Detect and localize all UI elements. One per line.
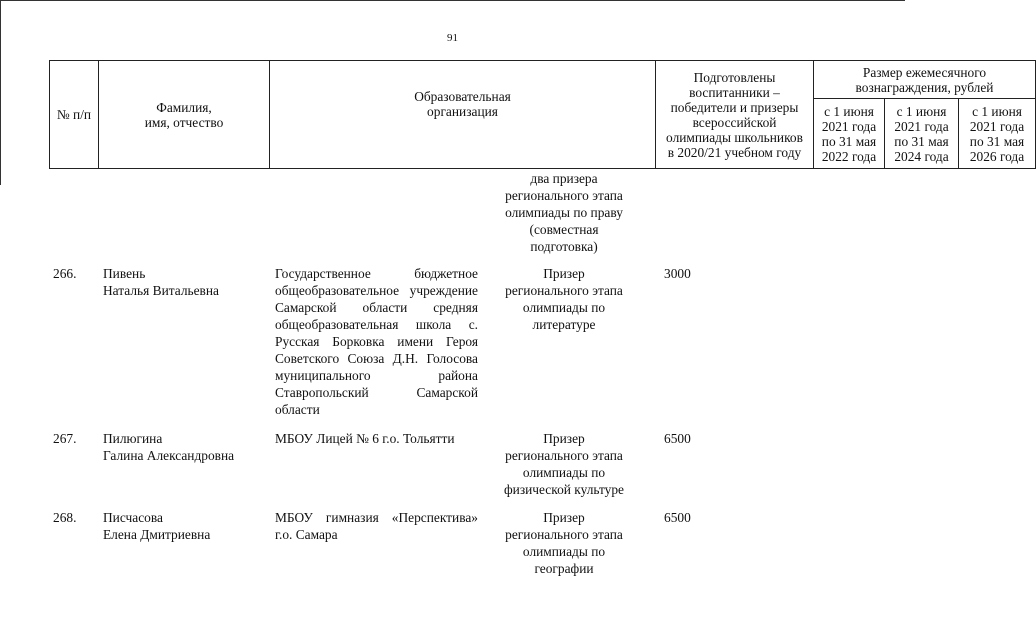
- header-number: № п/п: [50, 61, 99, 169]
- row-amount: 6500: [664, 510, 691, 525]
- row-amount: 3000: [664, 266, 691, 281]
- header-period-2: с 1 июня 2021 года по 31 мая 2024 года: [885, 99, 959, 169]
- scan-top-edge: [0, 0, 905, 1]
- row-name: Пивень Наталья Витальевна: [103, 266, 219, 298]
- row-organization: МБОУ Лицей № 6 г.о. Тольятти: [275, 431, 455, 446]
- header-period-3: с 1 июня 2021 года по 31 мая 2026 года: [959, 99, 1036, 169]
- continuation-prepared: два призера регионального этапа олимпиады по праву (совместная подготовка): [505, 171, 623, 254]
- table-header: [49, 60, 1036, 169]
- header-name: Фамилия, имя, отчество: [99, 61, 270, 169]
- page-number: 91: [447, 32, 458, 44]
- row-organization: Государственное бюджетное общеобразовательное учреждение Самарской области средняя общеобразовательная школа с. Русская Борковка имени Героя Советского Союза Д.Н. Голосова муниципального района Ставропольский Самарской области: [275, 266, 478, 417]
- row-number: 266.: [53, 266, 77, 281]
- header-organization: Образовательная организация: [270, 61, 656, 169]
- header-prepared: Подготовлены воспитанники – победители и призеры всероссийской олимпиады школьников в 2020/21 учебном году: [656, 61, 814, 169]
- row-number: 268.: [53, 510, 77, 525]
- scan-left-edge: [0, 0, 1, 185]
- row-prepared: Призер регионального этапа олимпиады по литературе: [505, 266, 623, 332]
- row-name: Пилюгина Галина Александровна: [103, 431, 235, 463]
- row-organization: МБОУ гимназия «Перспектива» г.о. Самара: [275, 510, 478, 542]
- row-amount: 6500: [664, 431, 691, 446]
- header-period-1: с 1 июня 2021 года по 31 мая 2022 года: [814, 99, 885, 169]
- row-prepared: Призер регионального этапа олимпиады по физической культуре: [504, 431, 624, 497]
- header-reward: Размер ежемесячного вознаграждения, рублей: [814, 61, 1036, 99]
- row-name: Писчасова Елена Дмитриевна: [103, 510, 211, 542]
- row-prepared: Призер регионального этапа олимпиады по географии: [505, 510, 623, 576]
- row-number: 267.: [53, 431, 77, 446]
